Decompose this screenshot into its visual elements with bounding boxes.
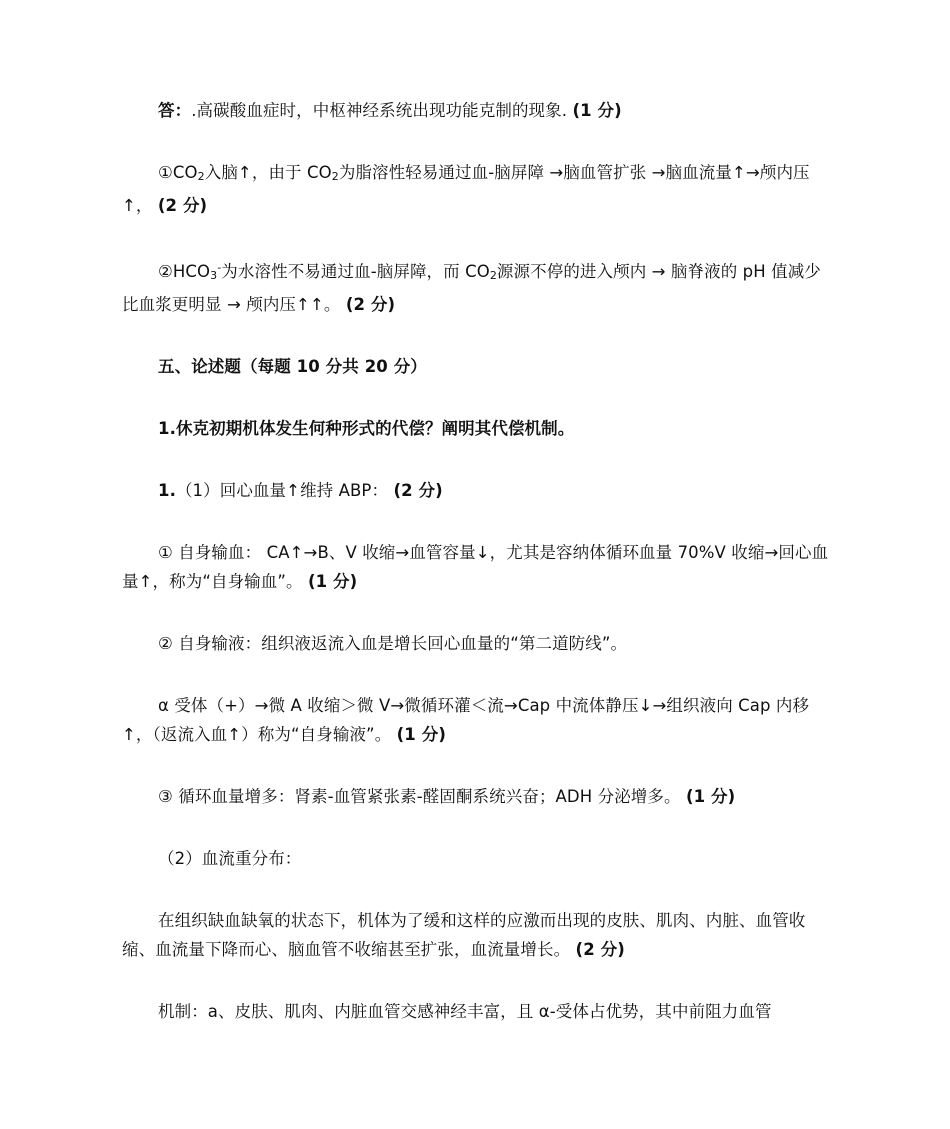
self-infusion-paragraph: ② 自身输液：组织液返流入血是增长回心血量的“第二道防线”。 bbox=[158, 634, 628, 653]
co2-text-b: 入脑↑，由于 CO bbox=[204, 163, 332, 182]
subscript: 2 bbox=[489, 269, 497, 282]
hco3-paragraph bbox=[122, 253, 832, 319]
redistribution-heading: （2）血流重分布： bbox=[158, 849, 302, 868]
co2-paragraph bbox=[122, 158, 832, 220]
hco3-text-a: ②HCO bbox=[158, 262, 211, 281]
self-transfusion-text: ① 自身输血： CA↑→B、V 收缩→血管容量↓，尤其是容纳体循环血量 70%V 收缩→回心血量↑，称为“自身输血”。 bbox=[122, 543, 829, 591]
subscript: 2 bbox=[331, 170, 339, 183]
score-mark: (1 分) bbox=[685, 787, 736, 806]
section-heading: 五、论述题（每题 10 分共 20 分） bbox=[158, 357, 427, 376]
answer-label: 答： bbox=[158, 101, 192, 120]
co2-text-c: 为脂溶性轻易通过血-脑屏障 →脑血管扩张 →脑血流量↑→颅内压↑， bbox=[122, 163, 810, 215]
score-mark: (1 分) bbox=[307, 572, 358, 591]
answer-text: .高碳酸血症时，中枢神经系统出现功能克制的现象. bbox=[191, 101, 573, 120]
answer-number: 1. bbox=[158, 481, 176, 500]
superscript: - bbox=[217, 261, 222, 274]
hco3-text-b: 为水溶性不易通过血-脑屏障，而 CO bbox=[221, 262, 490, 281]
question-title: 1.休克初期机体发生何种形式的代偿？阐明其代偿机制。 bbox=[158, 419, 575, 438]
score-mark: (2 分) bbox=[393, 481, 443, 500]
subscript: 3 bbox=[210, 269, 218, 282]
answer-point-1 bbox=[122, 476, 832, 505]
hco3-text-c: 源源不停的进入颅内 → 脑脊液的 pH 值减少比血浆更明显 → 颅内压↑↑。 bbox=[122, 262, 821, 314]
alpha-receptor-paragraph bbox=[122, 691, 832, 749]
answer-paragraph bbox=[122, 96, 832, 125]
score-mark: (2 分) bbox=[345, 295, 396, 314]
score-mark: (1 分) bbox=[572, 101, 622, 120]
alpha-receptor-text: α 受体（+）→微 A 收缩＞微 V→微循环灌＜流→Cap 中流体静压↓→组织液向 Cap 内移↑，（返流入血↑）称为“自身输液”。 bbox=[122, 696, 810, 744]
redistribution-paragraph bbox=[122, 906, 832, 964]
mechanism-paragraph: 机制：a、皮肤、肌肉、内脏血管交感神经丰富，且 α-受体占优势，其中前阻力血管 bbox=[158, 1002, 772, 1021]
score-mark: (2 分) bbox=[575, 940, 625, 959]
self-transfusion-paragraph bbox=[122, 538, 832, 596]
answer-point-text: （1）回心血量↑维持 ABP： bbox=[175, 481, 394, 500]
co2-text-a: ①CO bbox=[158, 163, 198, 182]
redistribution-text: 在组织缺血缺氧的状态下，机体为了缓和这样的应激而出现的皮肤、肌肉、内脏、血管收缩、血流量下降而心、脑血管不收缩甚至扩张，血流量增长。 bbox=[122, 911, 806, 959]
blood-volume-text: ③ 循环血量增多：肾素-血管紧张素-醛固酮系统兴奋；ADH 分泌增多。 bbox=[158, 787, 686, 806]
subscript: 2 bbox=[197, 170, 205, 183]
score-mark: (2 分) bbox=[157, 196, 208, 215]
score-mark: (1 分) bbox=[396, 725, 446, 744]
document-page bbox=[122, 96, 832, 1059]
blood-volume-paragraph bbox=[122, 782, 832, 811]
